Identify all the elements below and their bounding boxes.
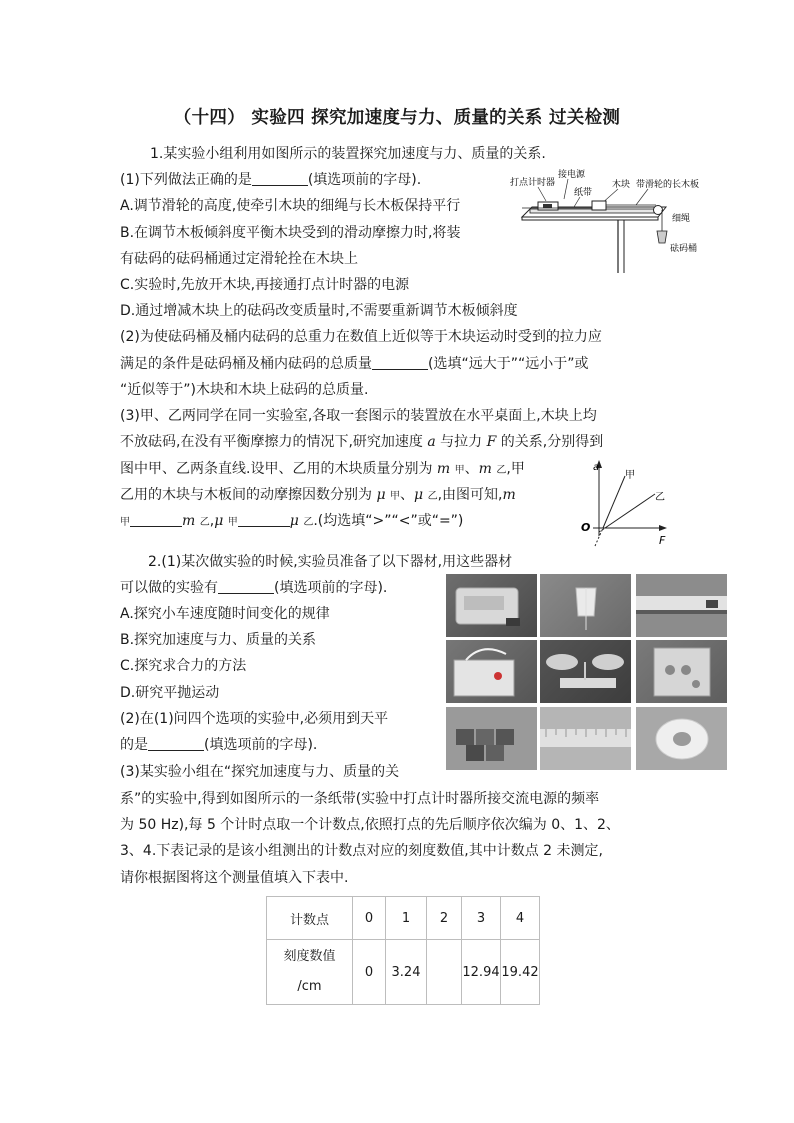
q2-part1-line2: 可以做的实验有 (填选项前的字母).	[120, 580, 388, 596]
q2-part3-line5: 请你根据图将这个测量值填入下表中.	[120, 870, 349, 886]
q1-part3-line4: 乙用的木块与木板间的动摩擦因数分别为 μ 甲、μ 乙,由图可知,m	[120, 487, 516, 503]
q2-option-a: A.探究小车速度随时间变化的规律	[120, 606, 330, 622]
q2-part2-line1: (2)在(1)问四个选项的实验中,必须用到天平	[120, 711, 389, 727]
q2-part2-line2: 的是 (填选项前的字母).	[120, 737, 318, 753]
q2-part3-line3: 为 50 Hz),每 5 个计时点取一个计数点,依照打点的先后顺序依次编为 0、1、2、	[120, 817, 620, 833]
q1-option-a: A.调节滑轮的高度,使牵引木块的细绳与长木板保持平行	[120, 198, 461, 214]
q1-intro: 1.某实验小组利用如图所示的装置探究加速度与力、质量的关系.	[150, 146, 546, 162]
a-f-graph	[563, 454, 673, 549]
photo-weight-blocks	[446, 707, 537, 770]
photo-tape-roll	[636, 707, 727, 770]
q1-part3-line3: 图中甲、乙两条直线.设甲、乙用的木块质量分别为 m 甲、m 乙,甲	[120, 461, 525, 477]
line-jia-label: 甲	[625, 470, 635, 481]
q2-part3-line1: (3)某实验小组在“探究加速度与力、质量的关	[120, 764, 400, 780]
answer-blank[interactable]	[252, 170, 308, 186]
table-row-label: 刻度数值 /cm	[267, 940, 353, 1005]
answer-blank[interactable]	[238, 511, 290, 527]
table-cell: 4	[501, 897, 540, 940]
x-axis-label: F	[659, 534, 666, 547]
apparatus-diagram	[508, 165, 718, 277]
table-cell: 19.42	[501, 940, 540, 1005]
q1-part2-line3: “近似等于”)木块和木块上砝码的总质量.	[120, 382, 369, 398]
table-cell-blank[interactable]	[427, 940, 462, 1005]
q1-part1: (1)下列做法正确的是 (填选项前的字母).	[120, 172, 422, 188]
table-cell: 0	[353, 940, 386, 1005]
q2-option-d: D.研究平抛运动	[120, 685, 220, 701]
line-yi-label: 乙	[655, 492, 665, 503]
answer-blank[interactable]	[130, 511, 182, 527]
label-block: 木块	[612, 180, 631, 190]
q2-part3-line4: 3、4.下表记录的是该小组测出的计数点对应的刻度数值,其中计数点 2 未测定,	[120, 843, 603, 859]
q1-option-d: D.通过增减木块上的砝码改变质量时,不需要重新调节木板倾斜度	[120, 303, 518, 319]
q1-option-c: C.实验时,先放开木块,再接通打点计时器的电源	[120, 277, 410, 293]
label-tape: 纸带	[574, 188, 593, 198]
photo-ruler	[540, 707, 631, 770]
photo-timer-device	[446, 574, 537, 637]
table-cell: 0	[353, 897, 386, 940]
table-cell: 3	[462, 897, 501, 940]
origin-label: O	[581, 521, 591, 534]
q2-part1-line1: 2.(1)某次做实验的时候,实验员准备了以下器材,用这些器材	[148, 554, 513, 570]
q1-part3-line2: 不放砝码,在没有平衡摩擦力的情况下,研究加速度 a 与拉力 F 的关系,分别得到	[120, 434, 604, 450]
answer-blank[interactable]	[148, 735, 204, 751]
table-header-row	[267, 897, 540, 940]
table-cell: 3.24	[386, 940, 427, 1005]
label-bucket: 砝码桶	[670, 244, 698, 254]
measurement-table	[266, 896, 540, 1005]
photo-weight-hanger	[540, 574, 631, 637]
q2-part3-line2: 系”的实验中,得到如图所示的一条纸带(实验中打点计时器所接交流电源的频率	[120, 791, 600, 807]
q1-option-b-line1: B.在调节木板倾斜度平衡木块受到的滑动摩擦力时,将装	[120, 225, 461, 241]
q1-part3-line5: 甲 m 乙,μ 甲 μ 乙.(均选填“>”“<”或“=”)	[120, 513, 464, 529]
page-title: （十四） 实验四 探究加速度与力、质量的关系 过关检测	[173, 108, 621, 128]
photo-weight-set	[636, 640, 727, 703]
answer-blank[interactable]	[218, 578, 274, 594]
label-power: 接电源	[558, 170, 586, 180]
label-timer: 打点计时器	[510, 178, 556, 188]
y-axis-label: a	[593, 462, 600, 473]
q2-option-b: B.探究加速度与力、质量的关系	[120, 632, 317, 648]
table-row	[267, 940, 540, 1005]
table-cell: 1	[386, 897, 427, 940]
table-header-label: 计数点	[267, 897, 353, 940]
photo-power-supply	[446, 640, 537, 703]
q1-part2-line1: (2)为使砝码桶及桶内砝码的总重力在数值上近似等于木块运动时受到的拉力应	[120, 329, 602, 345]
q1-part3-line1: (3)甲、乙两同学在同一实验室,各取一套图示的装置放在水平桌面上,木块上均	[120, 408, 597, 424]
table-cell: 12.94	[462, 940, 501, 1005]
table-cell: 2	[427, 897, 462, 940]
photo-balance-scale	[540, 640, 631, 703]
photo-track-board	[636, 574, 727, 637]
q2-option-c: C.探究求合力的方法	[120, 658, 247, 674]
answer-blank[interactable]	[372, 354, 428, 370]
q1-part2-line2: 满足的条件是砝码桶及桶内砝码的总质量 (选填“远大于”“远小于”或	[120, 356, 589, 372]
label-rope: 细绳	[672, 214, 691, 224]
q1-option-b-line2: 有砝码的砝码桶通过定滑轮拴在木块上	[120, 251, 358, 267]
label-board: 带滑轮的长木板	[636, 180, 700, 190]
